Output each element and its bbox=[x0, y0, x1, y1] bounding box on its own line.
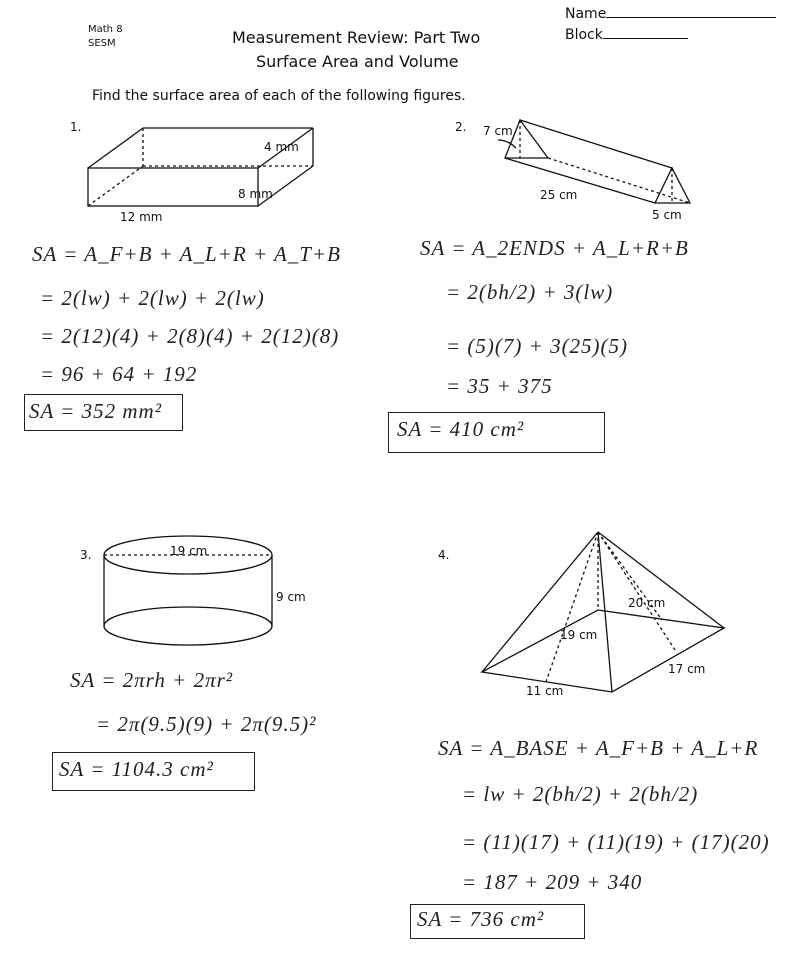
p4-slant-side-label: 20 cm bbox=[628, 596, 666, 610]
problem-4-number: 4. bbox=[438, 548, 450, 562]
p1-height-label: 4 mm bbox=[264, 140, 299, 154]
p1-answer-box: SA = 352 mm² bbox=[24, 394, 183, 431]
problem-1-number: 1. bbox=[70, 120, 82, 134]
p4-work-line: = (11)(17) + (11)(19) + (17)(20) bbox=[462, 830, 770, 854]
p2-answer-box: SA = 410 cm² bbox=[388, 412, 605, 453]
block-label: Block bbox=[565, 27, 603, 43]
problem-3-number: 3. bbox=[80, 548, 92, 562]
problem-2-number: 2. bbox=[455, 120, 467, 134]
school-label: SESM bbox=[88, 38, 116, 49]
p3-answer-box: SA = 1104.3 cm² bbox=[52, 752, 255, 791]
p2-work-line: = 2(bh/2) + 3(lw) bbox=[446, 280, 614, 304]
p4-work-line: SA = A_BASE + A_F+B + A_L+R bbox=[438, 736, 759, 760]
p4-answer-box: SA = 736 cm² bbox=[410, 904, 585, 939]
p1-work-line: SA = A_F+B + A_L+R + A_T+B bbox=[32, 242, 341, 266]
triangular-prism-figure bbox=[498, 120, 690, 203]
page-subtitle: Surface Area and Volume bbox=[256, 52, 459, 71]
p4-work-line: = 187 + 209 + 340 bbox=[462, 870, 643, 894]
p3-work-line: = 2π(9.5)(9) + 2π(9.5)² bbox=[96, 712, 317, 736]
p2-length-label: 25 cm bbox=[540, 188, 578, 202]
course-label: Math 8 bbox=[88, 24, 123, 35]
p1-width-label: 8 mm bbox=[238, 187, 273, 201]
p3-diameter-label: 19 cm bbox=[170, 544, 208, 558]
p1-work-line: = 96 + 64 + 192 bbox=[40, 362, 198, 386]
p2-work-line: = 35 + 375 bbox=[446, 374, 553, 398]
instructions: Find the surface area of each of the following figures. bbox=[92, 88, 466, 104]
name-label: Name bbox=[565, 6, 607, 22]
p1-work-line: = 2(12)(4) + 2(8)(4) + 2(12)(8) bbox=[40, 324, 340, 348]
p4-work-line: = lw + 2(bh/2) + 2(bh/2) bbox=[462, 782, 699, 806]
p3-height-label: 9 cm bbox=[276, 590, 306, 604]
p1-work-line: = 2(lw) + 2(lw) + 2(lw) bbox=[40, 286, 265, 310]
p2-work-line: SA = A_2ENDS + A_L+R+B bbox=[420, 236, 689, 260]
p4-base-length-label: 17 cm bbox=[668, 662, 706, 676]
p2-base-label: 5 cm bbox=[652, 208, 682, 222]
p4-base-width-label: 11 cm bbox=[526, 684, 564, 698]
page-title: Measurement Review: Part Two bbox=[232, 28, 481, 47]
p3-work-line: SA = 2πrh + 2πr² bbox=[70, 668, 234, 692]
p1-length-label: 12 mm bbox=[120, 210, 163, 224]
p2-height-label: 7 cm bbox=[483, 124, 513, 138]
p2-work-line: = (5)(7) + 3(25)(5) bbox=[446, 334, 629, 358]
p4-slant-front-label: 19 cm bbox=[560, 628, 598, 642]
